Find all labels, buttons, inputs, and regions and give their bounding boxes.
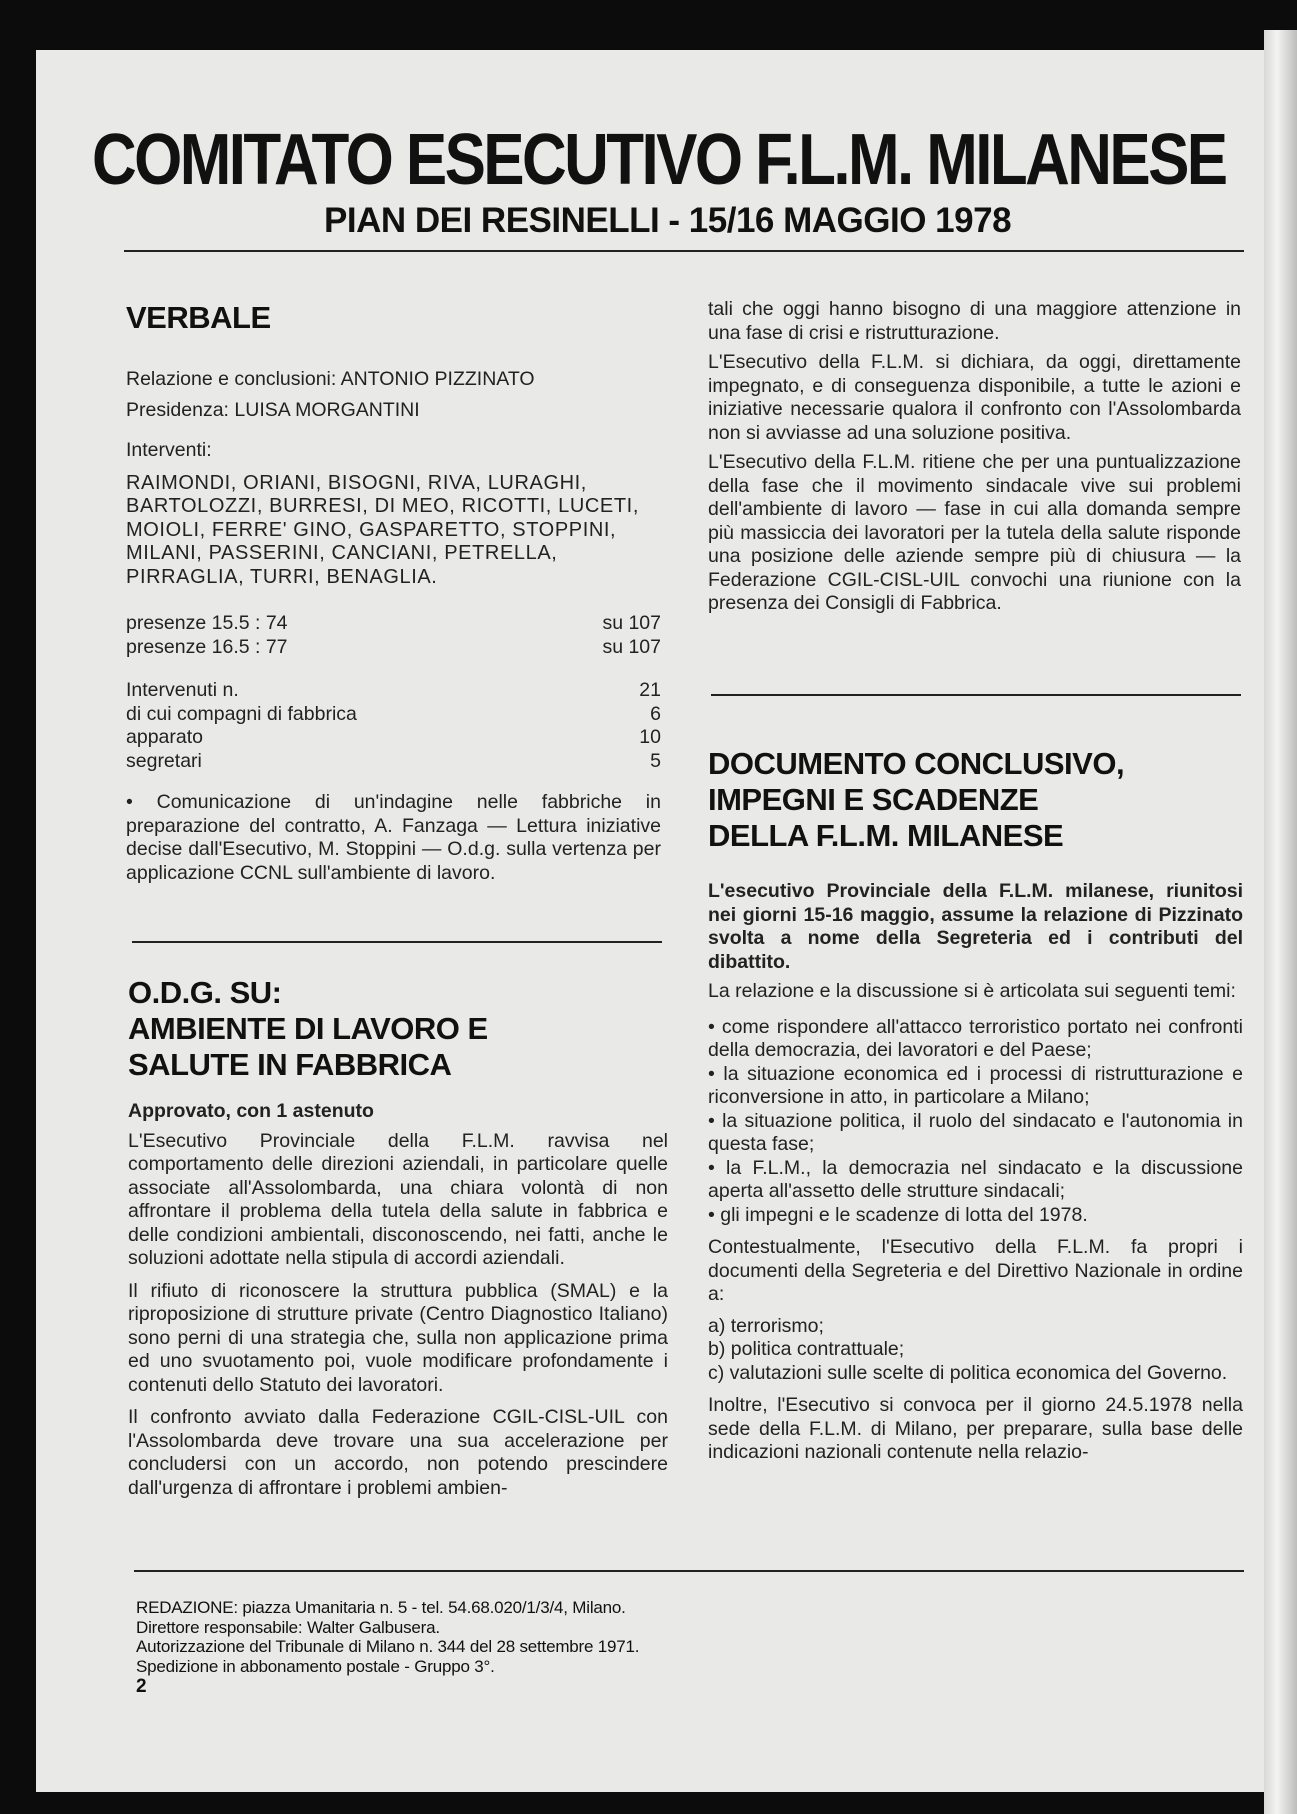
documento-section <box>708 746 1243 1465</box>
odg-heading-line: SALUTE IN FABBRICA <box>128 1047 452 1082</box>
page-title: COMITATO ESECUTIVO F.L.M. MILANESE <box>92 120 1226 200</box>
odg-paragraph: Il rifiuto di riconoscere la struttura pubblica (SMAL) e la riproposizione di strutture private (Centro Diagnostico Italiano) sono perni di una strategia che, sulla non applicazione prima ed uno svuotamento poi, vuole modificare profondamente i contenuti dello Statuto dei lavoratori. <box>128 1279 668 1396</box>
inoltre-paragraph: Inoltre, l'Esecutivo si convoca per il giorno 24.5.1978 nella sede della F.L.M. di Milano, per preparare, sulla base delle indicazioni nazionali contenute nella relazio- <box>708 1394 1243 1463</box>
odg-paragraph: Il confronto avviato dalla Federazione CGIL-CISL-UIL con l'Assolombarda deve trovare una sua accelerazione per concludersi con un accordo, non potendo prescindere dall'urgenza di affrontare i problemi ambien- <box>128 1406 668 1499</box>
stats-value: 10 <box>639 726 661 748</box>
odg-heading-line: AMBIENTE DI LAVORO E <box>128 1011 488 1046</box>
tema-item: • la F.L.M., la democrazia nel sindacato e la discussione aperta all'assetto delle strutture sindacali; <box>708 1156 1243 1202</box>
stats-label: di cui compagni di fabbrica <box>126 702 357 725</box>
tema-item: • la situazione economica ed i processi di ristrutturazione e riconversione in atto, in particolare a Milano; <box>708 1062 1243 1108</box>
odg-paragraph: L'Esecutivo della F.L.M. si dichiara, da oggi, direttamente impegnato, e di conseguenza disponibile, a tutte le azioni e iniziative necessarie qualora il confronto con l'Assolombarda non si avviasse ad una soluzione positiva. <box>708 351 1241 444</box>
tema-item: • come rispondere all'attacco terroristico portato nei confronti della democrazia, dei lavoratori e del Paese; <box>708 1015 1243 1061</box>
odg-paragraph: L'Esecutivo della F.L.M. ritiene che per una puntualizzazione della fase che il movimento sindacale vive sui problemi dell'ambiente di lavoro — fase in cui alla domanda sempre più massiccia dei lavoratori per la tutela della salute risponde una posizione delle aziende sempre più di chiusura — la Federazione CGIL-CISL-UIL convochi una riunione con la presenza dei Consigli di Fabbrica. <box>708 451 1241 614</box>
stats-label: apparato <box>126 726 203 748</box>
stats-table <box>126 679 661 773</box>
page-spine <box>1264 30 1297 1814</box>
documento-intro: L'esecutivo Provinciale della F.L.M. milanese, riunitosi nei giorni 15-16 maggio, assume la relazione di Pizzinato svolta a nome della Segreteria ed i contributi del dibattito. <box>708 880 1243 973</box>
presenze-table <box>126 612 661 659</box>
relazione-line: Relazione e conclusioni: ANTONIO PIZZINATO <box>126 368 535 390</box>
relazione-temi-intro: La relazione e la discussione si è articolata sui seguenti temi: <box>708 980 1236 1002</box>
presenze-row <box>126 636 661 660</box>
spedizione-line: Spedizione in abbonamento postale - Gruppo 3°. <box>136 1656 495 1676</box>
odg-continuation <box>708 298 1241 616</box>
presenze-label: presenze 15.5 : 74 <box>126 612 288 634</box>
presidenza-line: Presidenza: LUISA MORGANTINI <box>126 398 420 421</box>
footer-rule <box>134 1570 1244 1572</box>
documento-heading-line: DOCUMENTO CONCLUSIVO, <box>708 746 1125 781</box>
odg-paragraph: L'Esecutivo Provinciale della F.L.M. ravvisa nel comportamento delle direzioni aziendali, in particolare quelle associate all'Assolombarda, una chiara volontà di non affrontare il problema della tutela della salute in fabbrica e delle condizioni ambientali, disconoscendo, nei fatti, anche le soluzioni adottate nella stipula di accordi aziendali. <box>128 1129 668 1269</box>
odg-paragraph: tali che oggi hanno bisogno di una maggiore attenzione in una fase di crisi e ristrutturazione. <box>708 298 1241 344</box>
contestualmente-paragraph: Contestualmente, l'Esecutivo della F.L.M. fa propri i documenti della Segreteria e del Direttivo Nazionale in ordine a: <box>708 1236 1243 1305</box>
stats-row <box>126 679 661 703</box>
section-divider <box>132 941 662 943</box>
verbale-heading: VERBALE <box>126 300 271 335</box>
stats-label: segretari <box>126 749 202 772</box>
comunicazione-paragraph: • Comunicazione di un'indagine nelle fabbriche in preparazione del contratto, A. Fanzaga — Lettura iniziative decise dall'Esecutivo, M. Stoppini — O.d.g. sulla vertenza per applicazione CCNL sull'ambiente di lavoro. <box>126 791 661 884</box>
stats-value: 21 <box>639 679 661 701</box>
ordine-item: c) valutazioni sulle scelte di politica economica del Governo. <box>708 1361 1228 1384</box>
header-rule <box>124 250 1244 252</box>
page-number: 2 <box>136 1676 147 1697</box>
tema-item: • la situazione politica, il ruolo del sindacato e l'autonomia in questa fase; <box>708 1109 1243 1155</box>
stats-row <box>126 750 661 774</box>
interventi-label: Interventi: <box>126 439 212 461</box>
interventi-names: RAIMONDI, ORIANI, BISOGNI, RIVA, LURAGHI, BARTOLOZZI, BURRESI, DI MEO, RICOTTI, LUCETI, MOIOLI, FERRE' GINO, GASPARETTO, STOPPINI, MILANI, PASSERINI, CANCIANI, PETRELLA, PIRRAGLIA, TURRI, BENAGLIA. <box>126 471 639 588</box>
stats-row <box>126 703 661 727</box>
odg-section <box>128 975 668 1500</box>
documento-heading-line: DELLA F.L.M. MILANESE <box>708 818 1064 853</box>
verbale-section <box>126 300 661 885</box>
ordine-item: b) politica contrattuale; <box>708 1338 905 1360</box>
ordine-item: a) terrorismo; <box>708 1314 824 1337</box>
presenze-value: su 107 <box>602 612 661 634</box>
page-subtitle: PIAN DEI RESINELLI - 15/16 MAGGIO 1978 <box>324 201 1012 240</box>
presenze-row <box>126 612 661 636</box>
stats-label: Intervenuti n. <box>126 679 239 701</box>
stats-value: 6 <box>650 702 661 725</box>
odg-heading-line: O.D.G. SU: <box>128 975 282 1010</box>
tema-item: • gli impegni e le scadenze di lotta del 1978. <box>708 1203 1088 1226</box>
presenze-value: su 107 <box>602 635 661 658</box>
direttore-line: Direttore responsabile: Walter Galbusera. <box>136 1617 440 1637</box>
stats-row <box>126 726 661 750</box>
redazione-line: REDAZIONE: piazza Umanitaria n. 5 - tel. 54.68.020/1/3/4, Milano. <box>136 1598 626 1617</box>
presenze-label: presenze 16.5 : 77 <box>126 635 288 658</box>
documento-heading-line: IMPEGNI E SCADENZE <box>708 782 1039 817</box>
colophon <box>136 1598 639 1676</box>
section-divider <box>711 694 1241 696</box>
autorizzazione-line: Autorizzazione del Tribunale di Milano n. 344 del 28 settembre 1971. <box>136 1637 640 1656</box>
approvato-line: Approvato, con 1 astenuto <box>128 1100 374 1122</box>
stats-value: 5 <box>650 749 661 772</box>
